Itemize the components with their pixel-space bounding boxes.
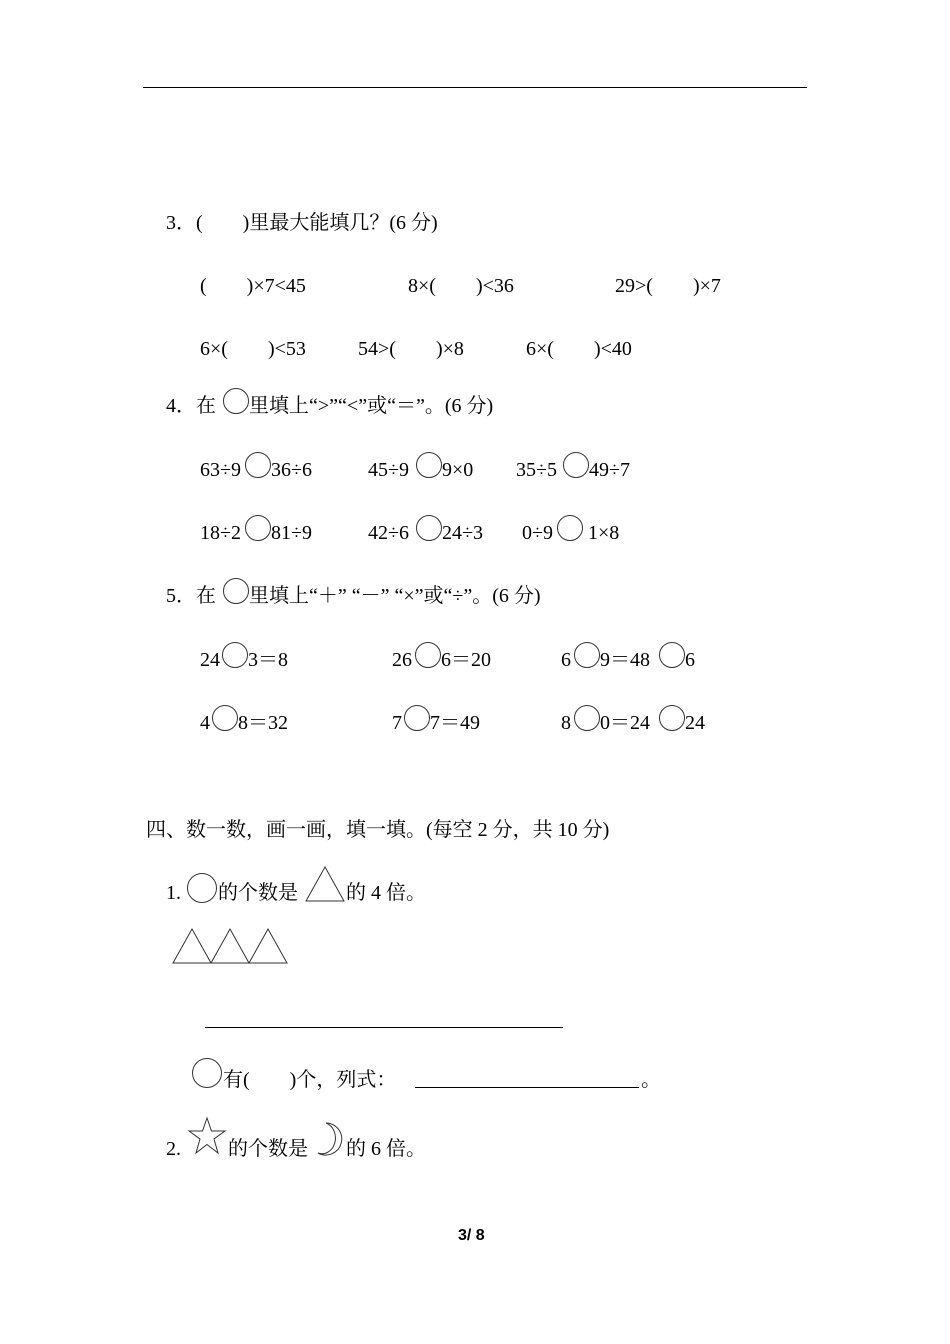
star-icon: [187, 1117, 227, 1155]
item1-answer-text: 有( )个，列式：: [223, 1069, 397, 1091]
q5-operand: 26: [392, 649, 412, 671]
item1-answer-end: 。: [641, 1069, 661, 1091]
q5-operand: 8: [561, 712, 571, 734]
q3-blank-5: 54>( )×8: [358, 338, 464, 360]
q4-expr-right: 9×0: [442, 459, 474, 481]
operator-circle[interactable]: [404, 705, 430, 731]
q3-blank-4: 6×( )<53: [200, 338, 306, 360]
q3-blank-3: 29>( )×7: [615, 275, 721, 297]
item2-mid-text: 的个数是: [228, 1138, 308, 1160]
drawing-answer-line[interactable]: [205, 1027, 563, 1028]
q3-blank-1: ( )×7<45: [200, 275, 306, 297]
compare-circle[interactable]: [416, 452, 442, 478]
triangle-icon: [305, 866, 345, 902]
q5-operand: 9＝48: [600, 649, 650, 671]
item1-number: 1.: [166, 882, 181, 904]
q5-operand: 7＝49: [430, 712, 480, 734]
q4-expr-left: 35÷5: [516, 459, 557, 481]
q3-blank-2: 8×( )<36: [408, 275, 514, 297]
q4-expr-right: 49÷7: [589, 459, 630, 481]
moon-icon: [314, 1121, 346, 1157]
triangle-icon: [172, 928, 212, 964]
q5-operand: 4: [200, 712, 210, 734]
q4-suffix: 里填上“>”“<”或“＝”。(6 分): [249, 395, 494, 417]
q5-operand: 6: [685, 649, 695, 671]
operator-circle[interactable]: [415, 642, 441, 668]
compare-circle[interactable]: [557, 515, 583, 541]
operator-circle[interactable]: [574, 705, 600, 731]
q5-operand: 3＝8: [248, 649, 288, 671]
q5-operand: 6: [561, 649, 571, 671]
q4-expr-left: 63÷9: [200, 459, 241, 481]
q4-expr-left: 0÷9: [522, 522, 553, 544]
q4-expr-right: 1×8: [583, 522, 620, 544]
item2-end-text: 的 6 倍。: [346, 1138, 426, 1160]
q4-expr-right: 36÷6: [271, 459, 312, 481]
triangle-icon: [210, 928, 250, 964]
q5-operand: 0＝24: [600, 712, 650, 734]
q4-expr-right: 81÷9: [271, 522, 312, 544]
header-rule: [143, 87, 807, 88]
equation-answer-line[interactable]: [415, 1087, 639, 1088]
compare-circle[interactable]: [245, 515, 271, 541]
circle-icon: [223, 578, 249, 604]
q4-expr-left: 18÷2: [200, 522, 241, 544]
q5-operand: 8＝32: [238, 712, 288, 734]
operator-circle[interactable]: [212, 705, 238, 731]
page-number: 3/ 8: [458, 1227, 485, 1244]
q4-expr-left: 45÷9: [368, 459, 409, 481]
compare-circle[interactable]: [416, 515, 442, 541]
compare-circle[interactable]: [563, 452, 589, 478]
item1-end-text: 的 4 倍。: [346, 882, 426, 904]
q3-title: 3．( )里最大能填几？(6 分): [166, 212, 438, 234]
operator-circle[interactable]: [659, 642, 685, 668]
circle-icon: [187, 873, 217, 903]
q3-blank-6: 6×( )<40: [526, 338, 632, 360]
circle-icon: [223, 388, 249, 414]
operator-circle[interactable]: [222, 642, 248, 668]
operator-circle[interactable]: [659, 705, 685, 731]
section-4-heading: 四、数一数，画一画，填一填。(每空 2 分，共 10 分): [146, 819, 610, 841]
q4-expr-left: 42÷6: [368, 522, 409, 544]
item1-mid-text: 的个数是: [218, 882, 298, 904]
q5-operand: 7: [392, 712, 402, 734]
q5-operand: 6＝20: [441, 649, 491, 671]
q5-operand: 24: [685, 712, 705, 734]
q5-prefix: 5．在: [166, 585, 216, 607]
q5-suffix: 里填上“＋” “－” “×”或“÷”。(6 分): [249, 585, 541, 607]
q4-prefix: 4．在: [166, 395, 216, 417]
item2-number: 2.: [166, 1138, 181, 1160]
triangle-icon: [248, 928, 288, 964]
circle-icon: [192, 1058, 222, 1088]
q4-expr-right: 24÷3: [442, 522, 483, 544]
q5-operand: 24: [200, 649, 220, 671]
compare-circle[interactable]: [245, 452, 271, 478]
operator-circle[interactable]: [574, 642, 600, 668]
